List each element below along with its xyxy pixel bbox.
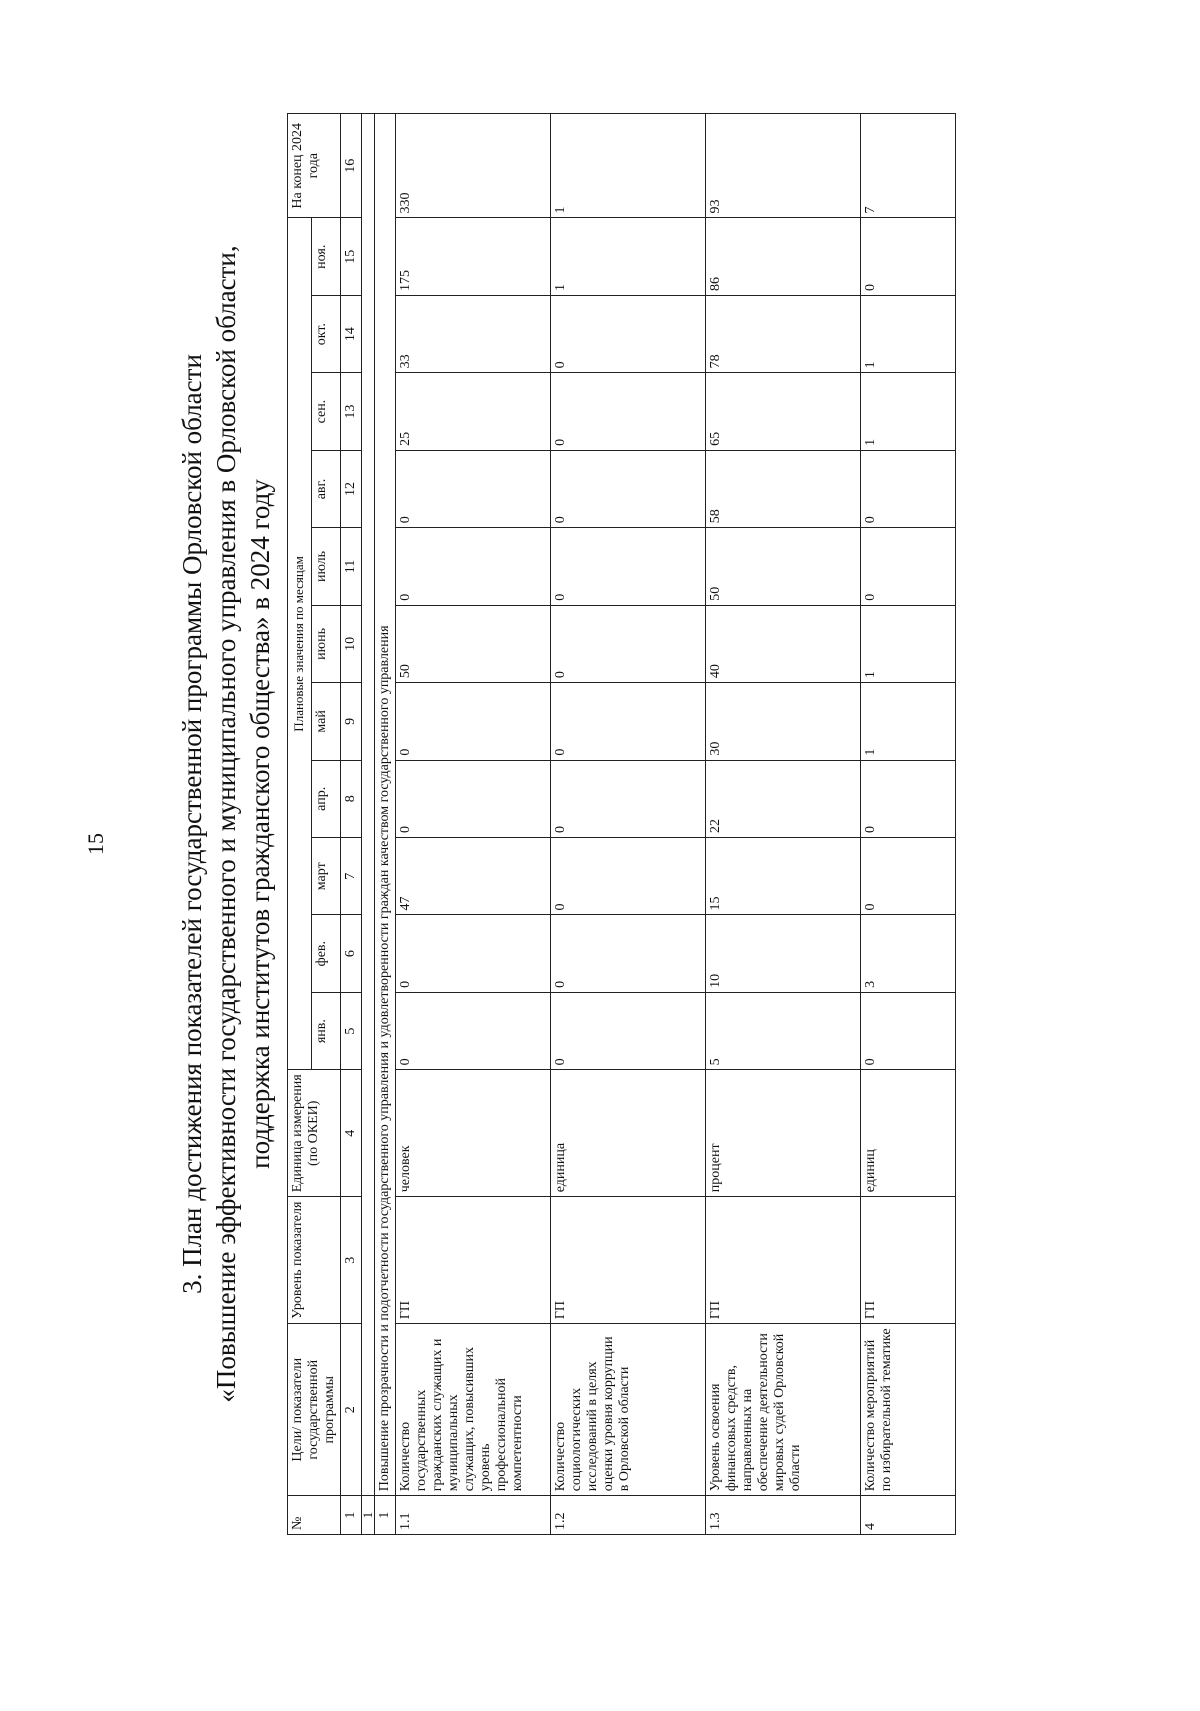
row-month-value: 0 (551, 528, 706, 605)
column-number: 13 (341, 373, 362, 450)
column-number: 4 (341, 1070, 362, 1197)
row-unit: единица (551, 1070, 706, 1197)
row-end-value: 93 (706, 114, 861, 219)
header-goal: Цели/ показатели государственной программы (288, 1324, 341, 1496)
row-month-value: 1 (861, 373, 956, 450)
row-end-value: 330 (396, 114, 551, 219)
month-header: апр. (311, 760, 340, 837)
section-no: 1 (375, 1496, 396, 1535)
column-number: 12 (341, 450, 362, 527)
row-month-value: 50 (396, 605, 551, 682)
column-number: 3 (341, 1197, 362, 1324)
row-month-value: 0 (551, 760, 706, 837)
row-level: ГП (551, 1197, 706, 1324)
row-month-value: 0 (551, 915, 706, 992)
month-header: янв. (311, 992, 340, 1069)
month-header: окт. (311, 295, 340, 372)
row-level: ГП (861, 1197, 956, 1324)
month-header: фев. (311, 915, 340, 992)
column-number: 16 (341, 114, 362, 219)
empty-row-no: 1 (362, 1496, 375, 1535)
column-number: 7 (341, 838, 362, 915)
row-month-value: 0 (861, 760, 956, 837)
month-header: сен. (311, 373, 340, 450)
column-number: 10 (341, 605, 362, 682)
row-month-value: 5 (706, 992, 861, 1069)
row-month-value: 3 (861, 915, 956, 992)
row-month-value: 1 (861, 605, 956, 682)
row-month-value: 0 (551, 992, 706, 1069)
row-month-value: 47 (396, 838, 551, 915)
row-unit: единиц (861, 1070, 956, 1197)
section-text: Повышение прозрачности и подотчетности государственного управления и удовлетворенности граждан качеством государственного управления (375, 114, 396, 1496)
row-name: Количество мероприятий по избирательной тематике (861, 1324, 956, 1496)
row-month-value: 0 (396, 683, 551, 760)
row-month-value: 0 (396, 992, 551, 1069)
row-month-value: 0 (396, 450, 551, 527)
table-row (861, 114, 956, 1535)
row-month-value: 78 (706, 295, 861, 372)
table-row (396, 114, 551, 1535)
row-month-value: 0 (861, 528, 956, 605)
row-month-value: 40 (706, 605, 861, 682)
column-number: 1 (341, 1496, 362, 1535)
row-month-value: 86 (706, 218, 861, 295)
row-month-value: 0 (396, 528, 551, 605)
header-unit: Единица измерения (по ОКЕИ) (288, 1070, 341, 1197)
row-month-value: 22 (706, 760, 861, 837)
month-header: ноя. (311, 218, 340, 295)
empty-row (362, 114, 375, 1535)
month-header: авг. (311, 450, 340, 527)
row-end-value: 7 (861, 114, 956, 219)
month-header: март (311, 838, 340, 915)
column-number: 6 (341, 915, 362, 992)
row-month-value: 1 (861, 295, 956, 372)
table-body (341, 114, 956, 1535)
row-month-value: 175 (396, 218, 551, 295)
column-number: 11 (341, 528, 362, 605)
column-number: 2 (341, 1324, 362, 1496)
row-level: ГП (706, 1197, 861, 1324)
row-month-value: 65 (706, 373, 861, 450)
column-number: 9 (341, 683, 362, 760)
row-month-value: 0 (861, 838, 956, 915)
column-number: 14 (341, 295, 362, 372)
row-month-value: 10 (706, 915, 861, 992)
row-unit: процент (706, 1070, 861, 1197)
section-row (375, 114, 396, 1535)
row-level: ГП (396, 1197, 551, 1324)
table-row (706, 114, 861, 1535)
row-month-value: 0 (396, 760, 551, 837)
header-end-of-year: На конец 2024 года (288, 114, 341, 219)
row-month-value: 1 (861, 683, 956, 760)
title-line-3: поддержка институтов гражданского общества» в 2024 году (245, 479, 275, 1169)
row-month-value: 15 (706, 838, 861, 915)
column-number-row (341, 114, 362, 1535)
month-header: июль (311, 528, 340, 605)
plan-table (287, 113, 956, 1535)
header-no: № (288, 1496, 341, 1535)
row-name: Количество социологических исследований в целях оценки уровня коррупции в Орловской области (551, 1324, 706, 1496)
page-number: 15 (83, 833, 108, 855)
document-title (175, 113, 279, 1535)
row-month-value: 58 (706, 450, 861, 527)
row-month-value: 33 (396, 295, 551, 372)
table-row (551, 114, 706, 1535)
row-month-value: 30 (706, 683, 861, 760)
row-month-value: 1 (551, 218, 706, 295)
rotated-page-content (175, 113, 945, 1535)
row-month-value: 0 (861, 450, 956, 527)
row-no: 1.2 (551, 1496, 706, 1535)
row-month-value: 0 (551, 450, 706, 527)
row-month-value: 50 (706, 528, 861, 605)
month-header: май (311, 683, 340, 760)
row-name: Уровень освоения финансовых средств, направленных на обеспечение деятельности мировых судей Орловской области (706, 1324, 861, 1496)
row-month-value: 0 (861, 218, 956, 295)
row-month-value: 25 (396, 373, 551, 450)
row-month-value: 0 (551, 683, 706, 760)
column-number: 8 (341, 760, 362, 837)
month-header: июнь (311, 605, 340, 682)
row-month-value: 0 (861, 992, 956, 1069)
row-no: 4 (861, 1496, 956, 1535)
row-no: 1.3 (706, 1496, 861, 1535)
header-planned: Плановые значения по месяцам (288, 218, 312, 1070)
row-month-value: 0 (551, 295, 706, 372)
column-number: 15 (341, 218, 362, 295)
title-line-1: 3. План достижения показателей государственной программы Орловской области (177, 354, 207, 1294)
row-end-value: 1 (551, 114, 706, 219)
row-month-value: 0 (551, 838, 706, 915)
row-unit: человек (396, 1070, 551, 1197)
column-number: 5 (341, 992, 362, 1069)
row-name: Количество государственных гражданских служащих и муниципальных служащих, повысивших уровень профессиональной компетентности (396, 1324, 551, 1496)
row-month-value: 0 (551, 605, 706, 682)
row-no: 1.1 (396, 1496, 551, 1535)
header-level: Уровень показателя (288, 1197, 341, 1324)
row-month-value: 0 (396, 915, 551, 992)
row-month-value: 0 (551, 373, 706, 450)
title-line-2: «Повышение эффективности государственного и муниципального управления в Орловской области, (211, 245, 241, 1403)
